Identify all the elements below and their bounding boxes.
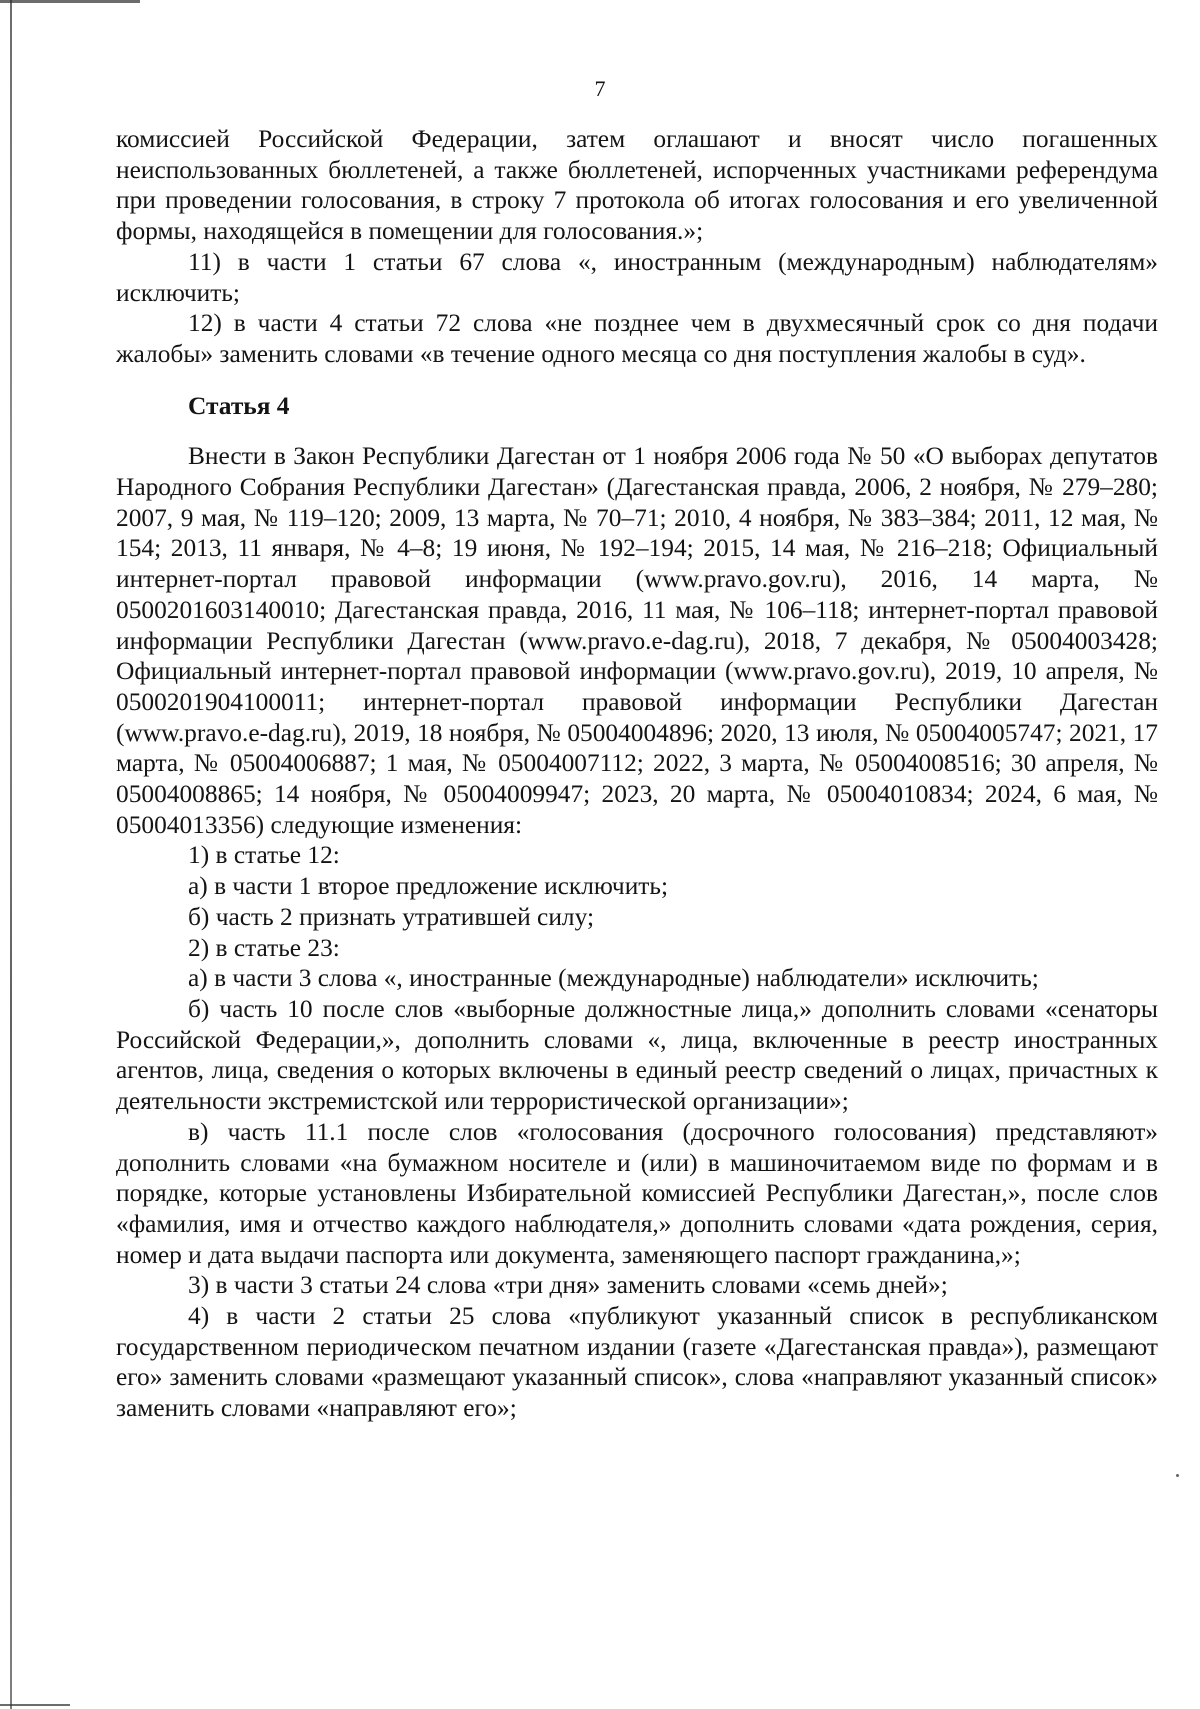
paragraph-item-11: 11) в части 1 статьи 67 слова «, иностранным (международным) наблюдателям» исключить;	[116, 247, 1158, 307]
paragraph-subitem-1b: б) часть 2 признать утратившей силу;	[188, 902, 595, 931]
page-number: 7	[594, 76, 606, 101]
paragraph-subitem-2a: а) в части 3 слова «, иностранные (международные) наблюдатели» исключить;	[188, 964, 1039, 993]
paragraph-item-1: 1) в статье 12:	[188, 841, 340, 870]
paragraph-subitem-1a: а) в части 1 второе предложение исключить;	[188, 872, 669, 901]
scan-edge-bottom	[0, 1704, 70, 1706]
paragraph-subitem-2v: в) часть 11.1 после слов «голосования (досрочного голосования) представляют» дополнить словами «на бумажном носителе и (или) в машиночитаемом виде по формам и в порядке, которые установлены Избирательной комиссией Республики Дагестан,», после слов «фамилия, имя и отчество каждого наблюдателя,» дополнить словами «дата рождения, серия, номер и дата выдачи паспорта или документа, заменяющего паспорт гражданина,»;	[116, 1117, 1158, 1269]
paragraph-article-intro: Внести в Закон Республики Дагестан от 1 ноября 2006 года № 50 «О выборах депутатов Народного Собрания Республики Дагестан» (Дагестанская правда, 2006, 2 ноября, № 279–280; 2007, 9 мая, № 119–120; 2009, 13 марта, № 70–71; 2010, 4 ноября, № 383–384; 2011, 12 мая, № 154; 2013, 11 января, № 4–8; 19 июня, № 192–194; 2015, 14 мая, № 216–218; Официальный интернет-портал правовой информации (www.pravo.gov.ru), 2016, 14 марта, № 0500201603140010; Дагестанская правда, 2016, 11 мая, № 106–118; интернет-портал правовой информации Республики Дагестан (www.pravo.e-dag.ru), 2018, 7 декабря, № 05004003428; Официальный интернет-портал правовой информации (www.pravo.gov.ru), 2019, 10 апреля, № 0500201904100011; интернет-портал правовой информации Республики Дагестан (www.pravo.e-dag.ru), 2019, 18 ноября, № 05004004896; 2020, 13 июля, № 05004005747; 2021, 17 марта, № 05004006887; 1 мая, № 05004007112; 2022, 3 марта, № 05004008516; 30 апреля, № 05004008865; 14 ноября, № 05004009947; 2023, 20 марта, № 05004010834; 2024, 6 мая, № 05004013356) следующие изменения:	[116, 442, 1158, 839]
paragraph-subitem-2b: б) часть 10 после слов «выборные должностные лица,» дополнить словами «сенаторы Российской Федерации,», дополнить словами «, лица, включенные в реестр иностранных агентов, лица, сведения о которых включены в единый реестр сведений о лицах, причастных к деятельности экстремистской или террористической организации»;	[116, 994, 1158, 1116]
paragraph-continuation: комиссией Российской Федерации, затем оглашают и вносят число погашенных неиспользованных бюллетеней, а также бюллетеней, испорченных участниками референдума при проведении голосования, в строку 7 протокола об итогах голосования и его увеличенной формы, находящейся в помещении для голосования.»;	[116, 125, 1158, 246]
document-body	[116, 124, 1158, 1424]
paragraph-item-2: 2) в статье 23:	[188, 933, 340, 962]
paragraph-item-4: 4) в части 2 статьи 25 слова «публикуют указанный список в республиканском государственном периодическом печатном издании (газете «Дагестанская правда»), размещают его» заменить словами «размещают указанный список», слова «направляют указанный список» заменить словами «направляют его»;	[116, 1302, 1158, 1423]
scan-edge-left	[10, 0, 12, 1709]
scan-speck	[1176, 1474, 1179, 1477]
scan-edge-top	[0, 0, 140, 3]
article-heading: Статья 4	[188, 391, 290, 420]
paragraph-item-12: 12) в части 4 статьи 72 слова «не позднее чем в двухмесячный срок со дня подачи жалобы» заменить словами «в течение одного месяца со дня поступления жалобы в суд».	[116, 309, 1158, 368]
paragraph-item-3: 3) в части 3 статьи 24 слова «три дня» заменить словами «семь дней»;	[188, 1271, 948, 1300]
